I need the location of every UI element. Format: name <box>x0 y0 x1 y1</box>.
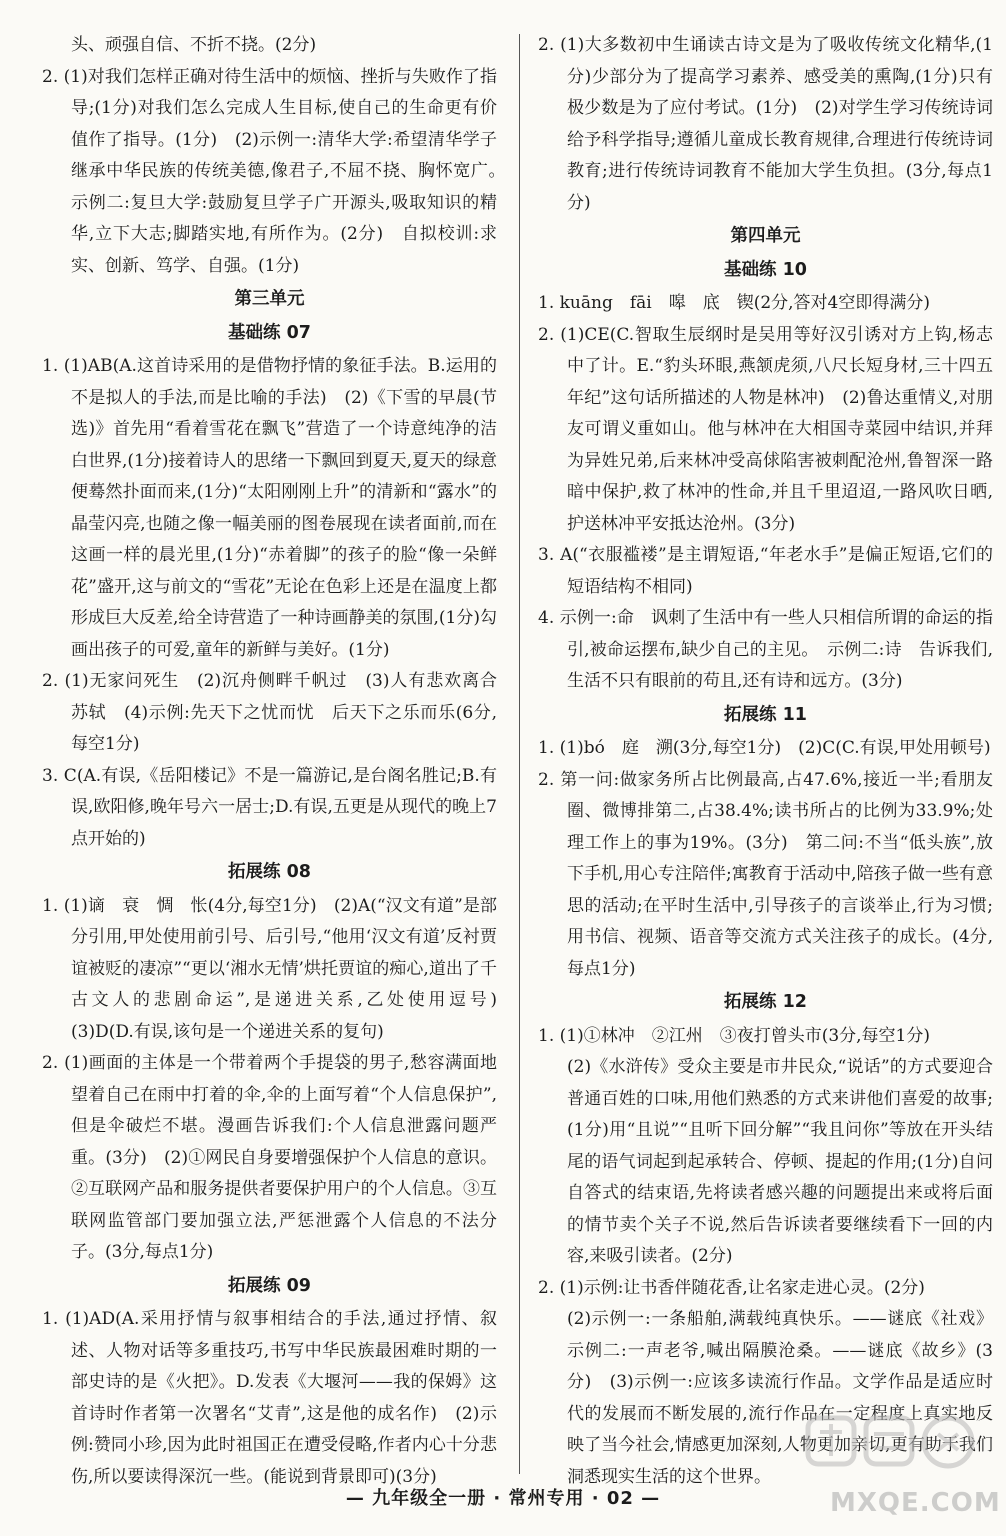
answer-paragraph: 2. (1)对我们怎样正确对待生活中的烦恼、挫折与失败作了指导;(1分)对我们怎么完成人生目标,使自己的生命更有价值作了指导。(1分) (2)示例一:清华大学:希望清华学子继承中华民族的传统美德,像君子,不屈不挠、胸怀宽广。 示例二:复旦大学:鼓励复旦学子广开源头,吸取知识的精华,立下大志;脚踏实地,有所作为。(2分) 自拟校训:求实、创新、笃学、自强。(1分) <box>42 66 514 276</box>
answer-paragraph: 3. A(“衣服褴褛”是主谓短语,“年老水手”是偏正短语,它们的短语结构不相同) <box>538 545 993 597</box>
section-heading: 拓展练 11 <box>724 704 807 725</box>
answer-paragraph: 1. (1)①林冲 ②江州 ③夜打曾头市(3分,每空1分) <box>538 1025 931 1046</box>
column-divider <box>519 34 520 1474</box>
answer-paragraph: 1. (1)bó 庭 溯(3分,每空1分) (2)C(C.有误,甲处用顿号) <box>538 738 991 758</box>
left-column <box>42 30 514 1493</box>
answer-paragraph: 1. (1)AB(A.这首诗采用的是借物抒情的象征手法。B.运用的不是拟人的手法,而是比喻的手法) (2)《下雪的早晨(节选)》首先用“看着雪花在飘飞”营造了一个诗意纯净的洁白世界,(1分)接着诗人的思绪一下飘回到夏天,夏天的绿意便蓦然扑面而来,(1分)“太阳刚刚上升”的清新和“露水”的晶莹闪亮,也随之像一幅美丽的图卷展现在读者面前,而在这画一样的晨光里,(1分)“赤着脚”的孩子的脸“像一朵鲜花”盛开,这与前文的“雪花”无论在色彩上还是在温度上都形成巨大反差,给全诗营造了一种诗画静美的氛围,(1分)勾画出孩子的可爱,童年的新鲜与美好。(1分) <box>42 356 497 660</box>
answer-paragraph: (2)示例一:一条船舶,满载纯真快乐。——谜底《社戏》示例二:一声老爷,喊出隔膜沧桑。——谜底《故乡》(3分) (3)示例一:应该多读流行作品。文学作品是适应时代的发展而不断发展的,流行作品在一定程度上真实地反映了当今社会,情感更加深刻,人物更加亲切,更有助于我们洞悉现实生活的这个世界。 <box>567 1309 993 1487</box>
answer-paragraph: 3. C(A.有误,《岳阳楼记》不是一篇游记,是台阁名胜记;B.有误,欧阳修,晚年号六一居士;D.有误,五更是从现代的晚上7点开始的) <box>42 765 497 849</box>
answer-paragraph: 2. (1)CE(C.智取生辰纲时是吴用等好汉引诱对方上钩,杨志中了计。E.“豹头环眼,燕颔虎须,八尺长短身材,三十四五年纪”这句话所描述的人物是林冲) (2)鲁达重情义,对朋友可谓义重如山。他与林冲在大相国寺菜园中结识,并拜为异姓兄弟,后来林冲受高俅陷害被刺配沧州,鲁智深一路暗中保护,救了林冲的性命,并且千里迢迢,一路风吹日晒,护送林冲平安抵达沧州。(3分) <box>538 324 993 534</box>
answer-paragraph: 1. (1)AD(A.采用抒情与叙事相结合的手法,通过抒情、叙述、人物对话等多重技巧,书写中华民族最困难时期的一部史诗的是《火把》。D.发表《大堰河——我的保姆》这首诗时作者第一次署名“艾青”,这是他的成名作) (2)示例:赞同小珍,因为此时祖国正在遭受侵略,作者内心十分悲伤,所以要读得深沉一些。(能说到背景即可)(3分) <box>42 1309 497 1487</box>
answer-paragraph: 2. (1)示例:让书香伴随花香,让名家走进心灵。(2分) <box>538 1277 925 1298</box>
answer-paragraph: 1. (1)谪 衰 惆 怅(4分,每空1分) (2)A(“汉文有道”是部分引用,甲处使用前引号、后引号,“他用‘汉文有道’反衬贾谊被贬的凄凉”“更以‘湘水无情’烘托贾谊的痴心,道出了千古文人的悲剧命运”,是递进关系,乙处使用逗号) (3)D(D.有误,该句是一个递进关系的复句) <box>42 895 514 1042</box>
right-column <box>538 30 993 1493</box>
answer-paragraph: (2)《水浒传》受众主要是市井民众,“说话”的方式要迎合普通百姓的口味,用他们熟悉的方式来讲他们喜爱的故事;(1分)用“且说”“且听下回分解”“我且问你”等放在开头结尾的语气词起到起承转合、停顿、提起的作用;(1分)自问自答式的结束语,先将读者感兴趣的问题提出来或将后面的情节卖个关子不说,然后告诉读者要继续看下一回的内容,来吸引读者。(2分) <box>567 1057 993 1266</box>
watermark-domain: MXQE.COM <box>830 1488 1001 1518</box>
page-footer: — 九年级全一册 · 常州专用 · 02 — <box>345 1488 661 1509</box>
answer-paragraph: 2. (1)大多数初中生诵读古诗文是为了吸收传统文化精华,(1分)少部分为了提高学习素养、感受美的熏陶,(1分)只有极少数是为了应付考试。(1分) (2)对学生学习传统诗词给予科学指导;遵循儿童成长教育规律,合理进行传统诗词教育;进行传统诗词教育不能加大学生负担。(3分,每点1分) <box>538 35 993 213</box>
answer-paragraph: 2. (1)无家问死生 (2)沉舟侧畔千帆过 (3)人有悲欢离合 苏轼 (4)示例:先天下之忧而忧 后天下之乐而乐(6分,每空1分) <box>42 671 514 754</box>
section-heading: 基础练 10 <box>724 259 807 280</box>
answer-paragraph: 2. 第一问:做家务所占比例最高,占47.6%,接近一半;看朋友圈、微博排第二,占38.4%;读书所占的比例为33.9%;处理工作上的事为19%。(3分) 第二问:不当“低头族”,放下手机,用心专注陪伴;寓教育于活动中,陪孩子做一些有意思的活动;在平时生活中,引导孩子的言谈举止,行为习惯;用书信、视频、语音等交流方式关注孩子的成长。(4分,每点1分) <box>538 769 993 979</box>
section-heading: 第四单元 <box>730 226 801 246</box>
section-heading: 拓展练 09 <box>228 1275 311 1296</box>
watermark-logo <box>800 1412 1001 1522</box>
section-heading: 拓展练 08 <box>228 862 311 882</box>
section-heading: 第三单元 <box>234 289 305 309</box>
answer-paragraph: 头、顽强自信、不折不挠。(2分) <box>71 35 317 55</box>
answer-paragraph: 2. (1)画面的主体是一个带着两个手提袋的男子,愁容满面地望着自己在雨中打着的伞,伞的上面写着“个人信息保护”,但是伞破烂不堪。漫画告诉我们:个人信息泄露问题严重。(3分) (2)①网民自身要增强保护个人信息的意识。②互联网产品和服务提供者要保护用户的个人信息。③互联网监管部门要加强立法,严惩泄露个人信息的不法分子。(3分,每点1分) <box>42 1053 497 1262</box>
answer-paragraph: 4. 示例一:命 讽刺了生活中有一些人只相信所谓的命运的指引,被命运摆布,缺少自己的主见。 示例二:诗 告诉我们,生活不只有眼前的苟且,还有诗和远方。(3分) <box>538 608 993 691</box>
section-heading: 拓展练 12 <box>724 992 807 1012</box>
answer-paragraph: 1. kuāng fāi 嗥 底 锲(2分,答对4空即得满分) <box>538 293 931 313</box>
section-heading: 基础练 07 <box>228 322 311 343</box>
